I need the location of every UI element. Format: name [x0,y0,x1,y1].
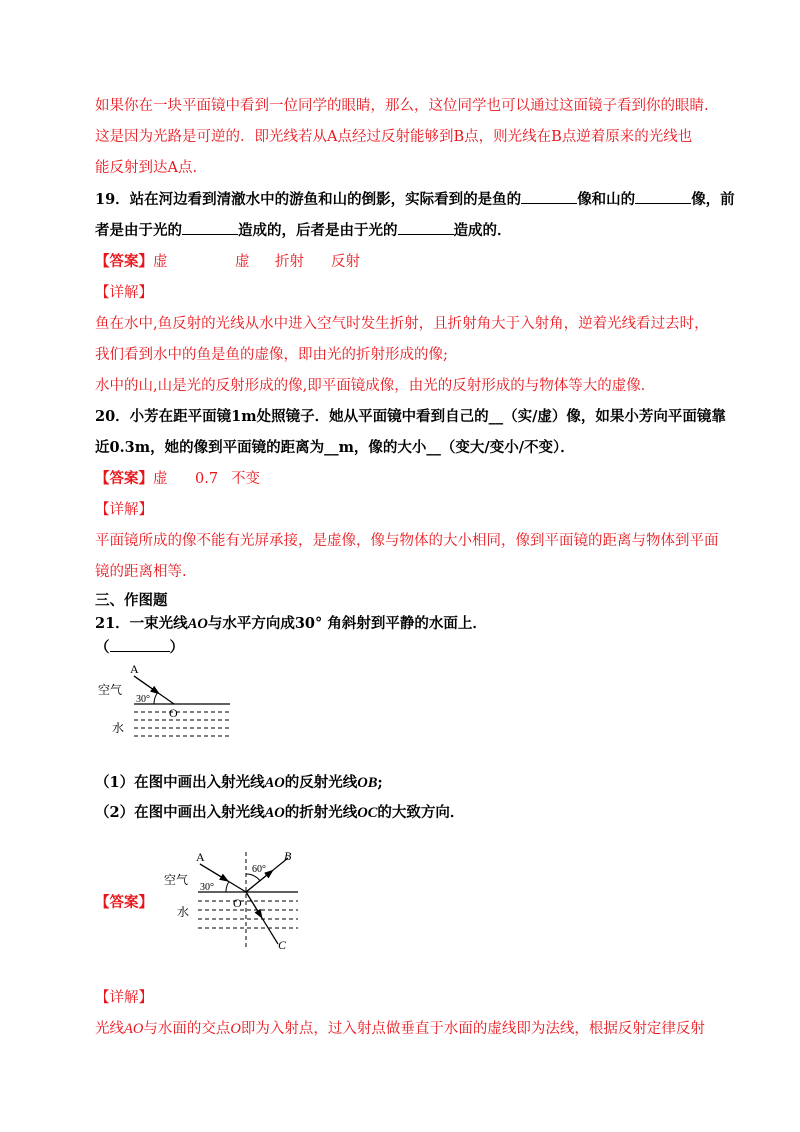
q21-sub-2: （2）在图中画出入射光线AO的折射光线OC的大致方向． [95,804,465,821]
q19-detail-3: 水中的山,山是光的反射形成的像,即平面镜成像，由光的反射形成的与物体等大的虚像． [95,378,656,394]
q21-answer [95,893,153,913]
q19-detail-tag: 【详解】 [95,285,153,301]
answer-tag: 【答案】 [95,470,153,487]
label-angle-incident: 30° [200,882,214,893]
label-b: B [284,849,292,863]
q20-answer: 【答案】虚 0.7 不变 [95,470,260,487]
q20-line-1: 20．小芳在距平面镜1m处照镜子．她从平面镜中看到自己的__（实/虚）像，如果小芳向平面镜靠 [95,408,726,425]
label-water: 水 [177,905,190,919]
reflection-angle-arc [246,874,260,881]
label-angle: 30° [136,694,150,705]
q20-detail-1: 平面镜所成的像不能有光屏承接，是虚像，像与物体的大小相同，像到平面镜的距离与物体到平面 [95,533,719,549]
explain-line-2: 这是因为光路是可逆的．即光线若从A点经过反射能够到B点，则光线在B点逆着原来的光线也 [95,129,693,145]
label-o: O [169,706,178,720]
blank [110,637,170,652]
label-a: A [196,850,205,864]
label-air: 空气 [98,683,123,697]
explain-line-3: 能反射到达A点. [95,160,198,176]
incident-angle-arc [226,882,229,892]
q20-detail-2: 镜的距离相等. [95,564,187,580]
blank [635,189,691,204]
label-air: 空气 [164,873,189,887]
q19-line-1: 19．站在河边看到清澈水中的游鱼和山的倒影，实际看到的是鱼的 像和山的 像，前 [95,191,735,208]
q19-detail-1: 鱼在水中,鱼反射的光线从水中进入空气时发生折射，且折射角大于入射角，逆着光线看过去时， [95,316,709,332]
q20-line-2: 近0.3m，她的像到平面镜的距离为__m，像的大小__（变大/变小/不变）． [95,439,575,456]
q21-paren-blank: （ ） [95,639,184,656]
blank [182,220,238,235]
figure-answer-diagram [160,848,310,952]
label-water: 水 [112,721,125,735]
q19-detail-2: 我们看到水中的鱼是鱼的虚像，即由光的折射形成的像; [95,347,448,363]
q21-detail-1: 光线AO与水面的交点O即为入射点，过入射点做垂直于水面的虚线即为法线，根据反射定律反射 [95,1021,705,1037]
explain-line-1: 如果你在一块平面镜中看到一位同学的眼睛，那么，这位同学也可以通过这面镜子看到你的眼睛. [95,98,709,114]
reflected-arrow [246,873,270,892]
angle-arc [154,693,158,705]
q21-line-1: 21．一束光线AO与水平方向成30° 角斜射到平静的水面上． [95,615,487,632]
blank [398,220,454,235]
ray-arrow [134,676,156,692]
answer-tag: 【答案】 [95,253,153,270]
q19-answer: 【答案】虚 虚 折射 反射 [95,253,360,270]
label-angle-reflect: 60° [252,864,266,875]
label-o: O [233,896,242,910]
q21-detail-tag: 【详解】 [95,990,153,1006]
q19-line-2: 者是由于光的 造成的，后者是由于光的 造成的． [95,222,512,239]
blank [521,189,577,204]
answer-tag: 【答案】 [95,894,153,911]
q20-detail-tag: 【详解】 [95,502,153,518]
incident-arrow [200,864,225,879]
section-heading: 三、作图题 [95,592,168,609]
label-c: C [278,938,287,952]
label-a: A [130,662,139,676]
refracted-arrow [246,892,260,915]
q21-sub-1: （1）在图中画出入射光线AO的反射光线OB; [95,774,383,791]
figure-question-diagram [90,660,240,740]
